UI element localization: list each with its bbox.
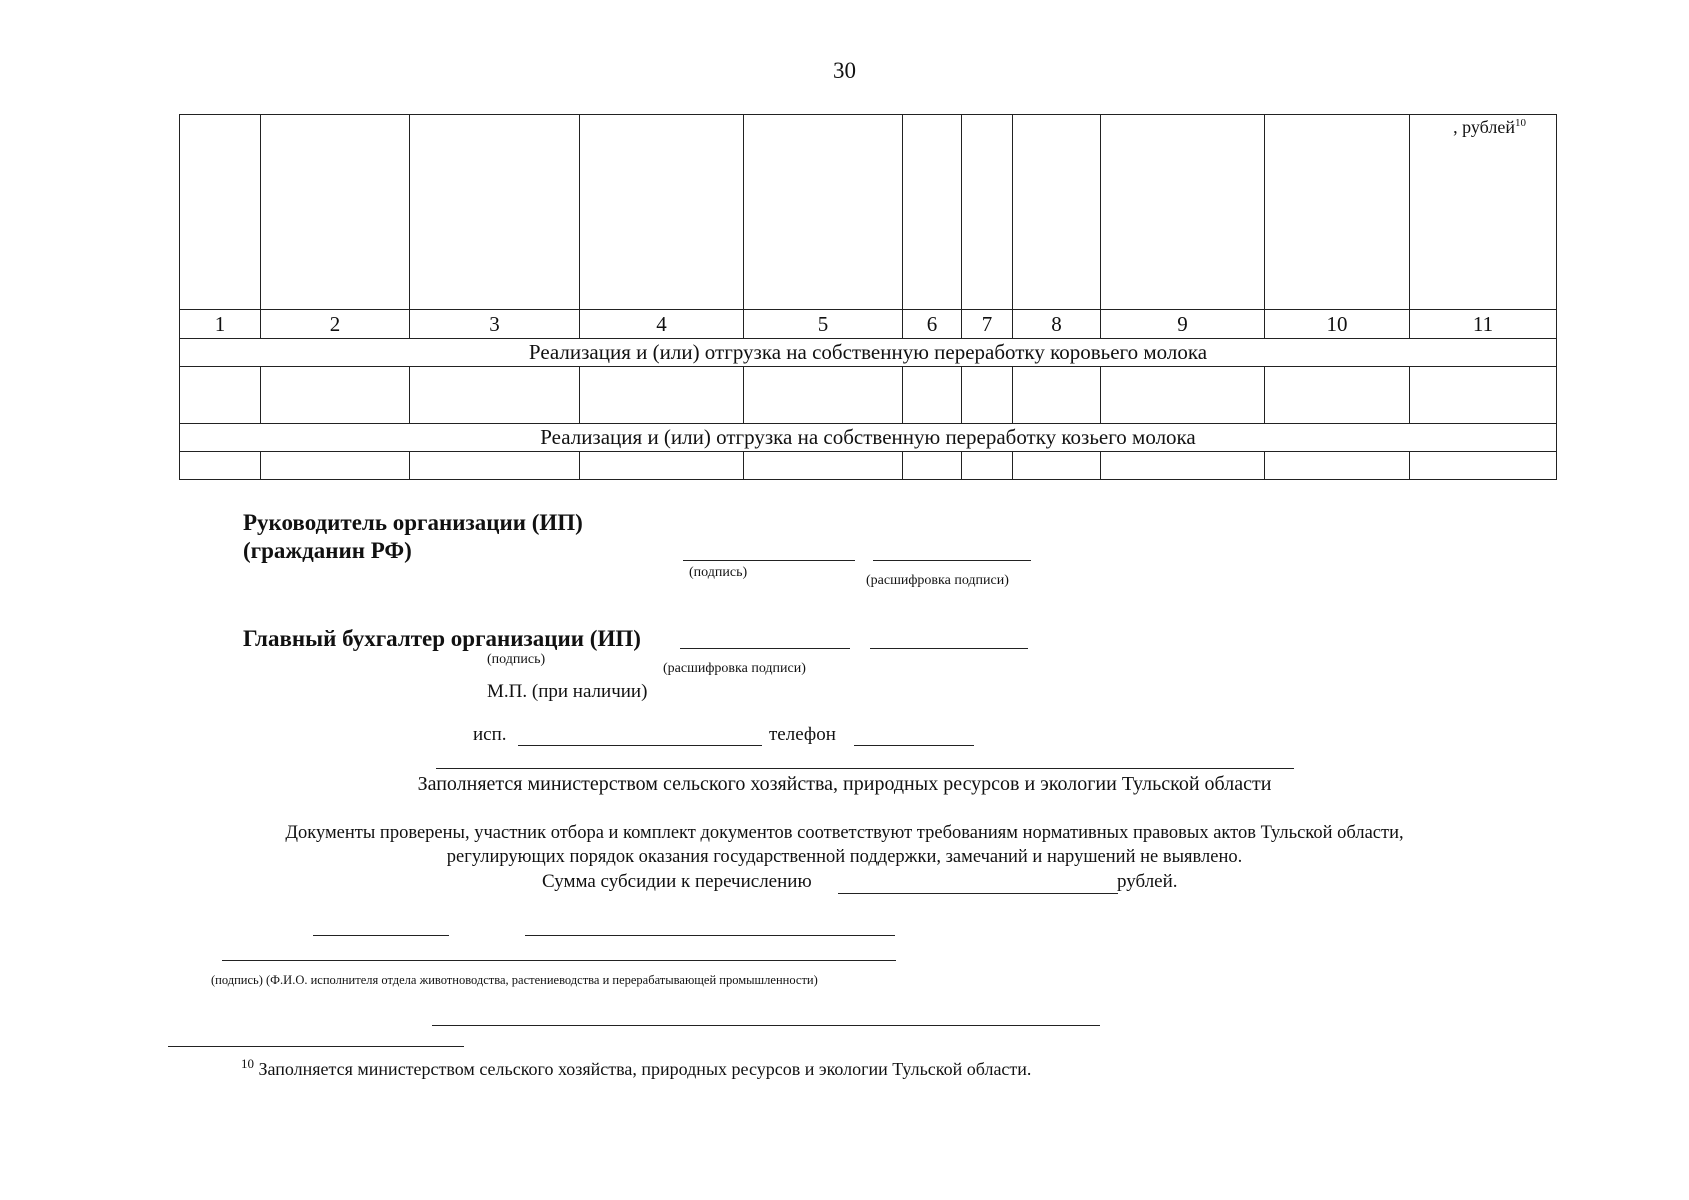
input-cell[interactable] [261, 452, 410, 480]
ministry-signature-line[interactable] [313, 935, 449, 936]
input-cell[interactable] [180, 367, 261, 424]
input-cell[interactable] [580, 367, 744, 424]
input-cell[interactable] [261, 367, 410, 424]
sum-label: Сумма субсидии к перечислению [542, 871, 812, 892]
accountant-decode-line[interactable] [870, 648, 1028, 649]
sum-line[interactable] [838, 893, 1118, 894]
input-cell[interactable] [962, 452, 1013, 480]
input-cell[interactable] [1101, 367, 1265, 424]
input-cell[interactable] [1265, 367, 1410, 424]
input-cell[interactable] [1410, 452, 1557, 480]
head-title-line1: Руководитель организации (ИП) [243, 510, 583, 535]
input-cell[interactable] [962, 367, 1013, 424]
column-number: 10 [1265, 310, 1410, 339]
ministry-sign-caption: (подпись) (Ф.И.О. исполнителя отдела животноводства, растениеводства и перерабатывающей промышленности) [211, 973, 818, 987]
footnote-number: 10 [241, 1056, 254, 1071]
ministry-full-line[interactable] [222, 960, 896, 961]
stamp-label: М.П. (при наличии) [487, 681, 648, 702]
sum-unit: рублей. [1117, 871, 1178, 892]
input-cell[interactable] [1101, 452, 1265, 480]
section-row-goat [180, 424, 1557, 452]
table-header-cell [410, 115, 580, 310]
head-signature-label: (подпись) [689, 565, 748, 580]
accountant-signature-line[interactable] [680, 648, 850, 649]
accountant-signature-label: (подпись) [487, 652, 546, 667]
data-row-goat [180, 452, 1557, 480]
input-cell[interactable] [180, 452, 261, 480]
footnote-text: Заполняется министерством сельского хозяйства, природных ресурсов и экологии Тульской области. [258, 1059, 1032, 1079]
column-number: 3 [410, 310, 580, 339]
unit-note-footnote-ref: 10 [1515, 117, 1526, 129]
input-cell[interactable] [580, 452, 744, 480]
column-number: 6 [903, 310, 962, 339]
input-cell[interactable] [1410, 367, 1557, 424]
accountant-title: Главный бухгалтер организации (ИП) [243, 626, 641, 651]
head-decode-line[interactable] [873, 560, 1031, 561]
footnote [241, 1056, 1031, 1080]
data-row-cow [180, 367, 1557, 424]
input-cell[interactable] [410, 367, 580, 424]
table-header-cell [744, 115, 903, 310]
column-numbers-row [180, 310, 1557, 339]
table-header-cell [1013, 115, 1101, 310]
input-cell[interactable] [410, 452, 580, 480]
column-number: 2 [261, 310, 410, 339]
executor-label: исп. [473, 724, 507, 745]
table-header-cell [1101, 115, 1265, 310]
section-title-cow: Реализация и (или) отгрузка на собственную переработку коровьего молока [180, 339, 1557, 367]
check-line-1: Документы проверены, участник отбора и комплект документов соответствуют требованиям нормативных правовых актов Тульской области, [285, 823, 1404, 843]
ministry-filled-by: Заполняется министерством сельского хозяйства, природных ресурсов и экологии Тульской области [417, 773, 1272, 795]
input-cell[interactable] [744, 452, 903, 480]
input-cell[interactable] [1013, 452, 1101, 480]
head-title-line2: (гражданин РФ) [243, 538, 412, 563]
input-cell[interactable] [1013, 367, 1101, 424]
input-cell[interactable] [903, 452, 962, 480]
input-cell[interactable] [744, 367, 903, 424]
column-number: 5 [744, 310, 903, 339]
table-header-cell [580, 115, 744, 310]
head-decode-label: (расшифровка подписи) [866, 573, 1009, 588]
phone-label: телефон [769, 724, 836, 745]
head-signature-line[interactable] [683, 560, 855, 561]
check-line-2: регулирующих порядок оказания государственной поддержки, замечаний и нарушений не выявлено. [446, 847, 1243, 867]
phone-line[interactable] [854, 745, 974, 746]
column-number: 8 [1013, 310, 1101, 339]
ministry-name-line[interactable] [525, 935, 895, 936]
table-header-cell [962, 115, 1013, 310]
input-cell[interactable] [903, 367, 962, 424]
column-number: 9 [1101, 310, 1265, 339]
column-number: 1 [180, 310, 261, 339]
section-title-goat: Реализация и (или) отгрузка на собственную переработку козьего молока [180, 424, 1557, 452]
section-row-cow [180, 339, 1557, 367]
table-header-row [180, 115, 1557, 310]
table-header-cell [903, 115, 962, 310]
ministry-bottom-line[interactable] [432, 1025, 1100, 1026]
accountant-decode-label: (расшифровка подписи) [663, 661, 806, 676]
table-header-cell [1265, 115, 1410, 310]
unit-note-cell [1410, 115, 1557, 310]
table-header-cell [261, 115, 410, 310]
table-header-cell [180, 115, 261, 310]
column-number: 7 [962, 310, 1013, 339]
page-number: 30 [833, 58, 856, 83]
ministry-separator [436, 768, 1294, 769]
unit-note: , рублей [1453, 117, 1515, 137]
column-number: 11 [1410, 310, 1557, 339]
column-number: 4 [580, 310, 744, 339]
subsidy-table [179, 114, 1557, 480]
footnote-separator [168, 1046, 464, 1047]
executor-line[interactable] [518, 745, 762, 746]
input-cell[interactable] [1265, 452, 1410, 480]
